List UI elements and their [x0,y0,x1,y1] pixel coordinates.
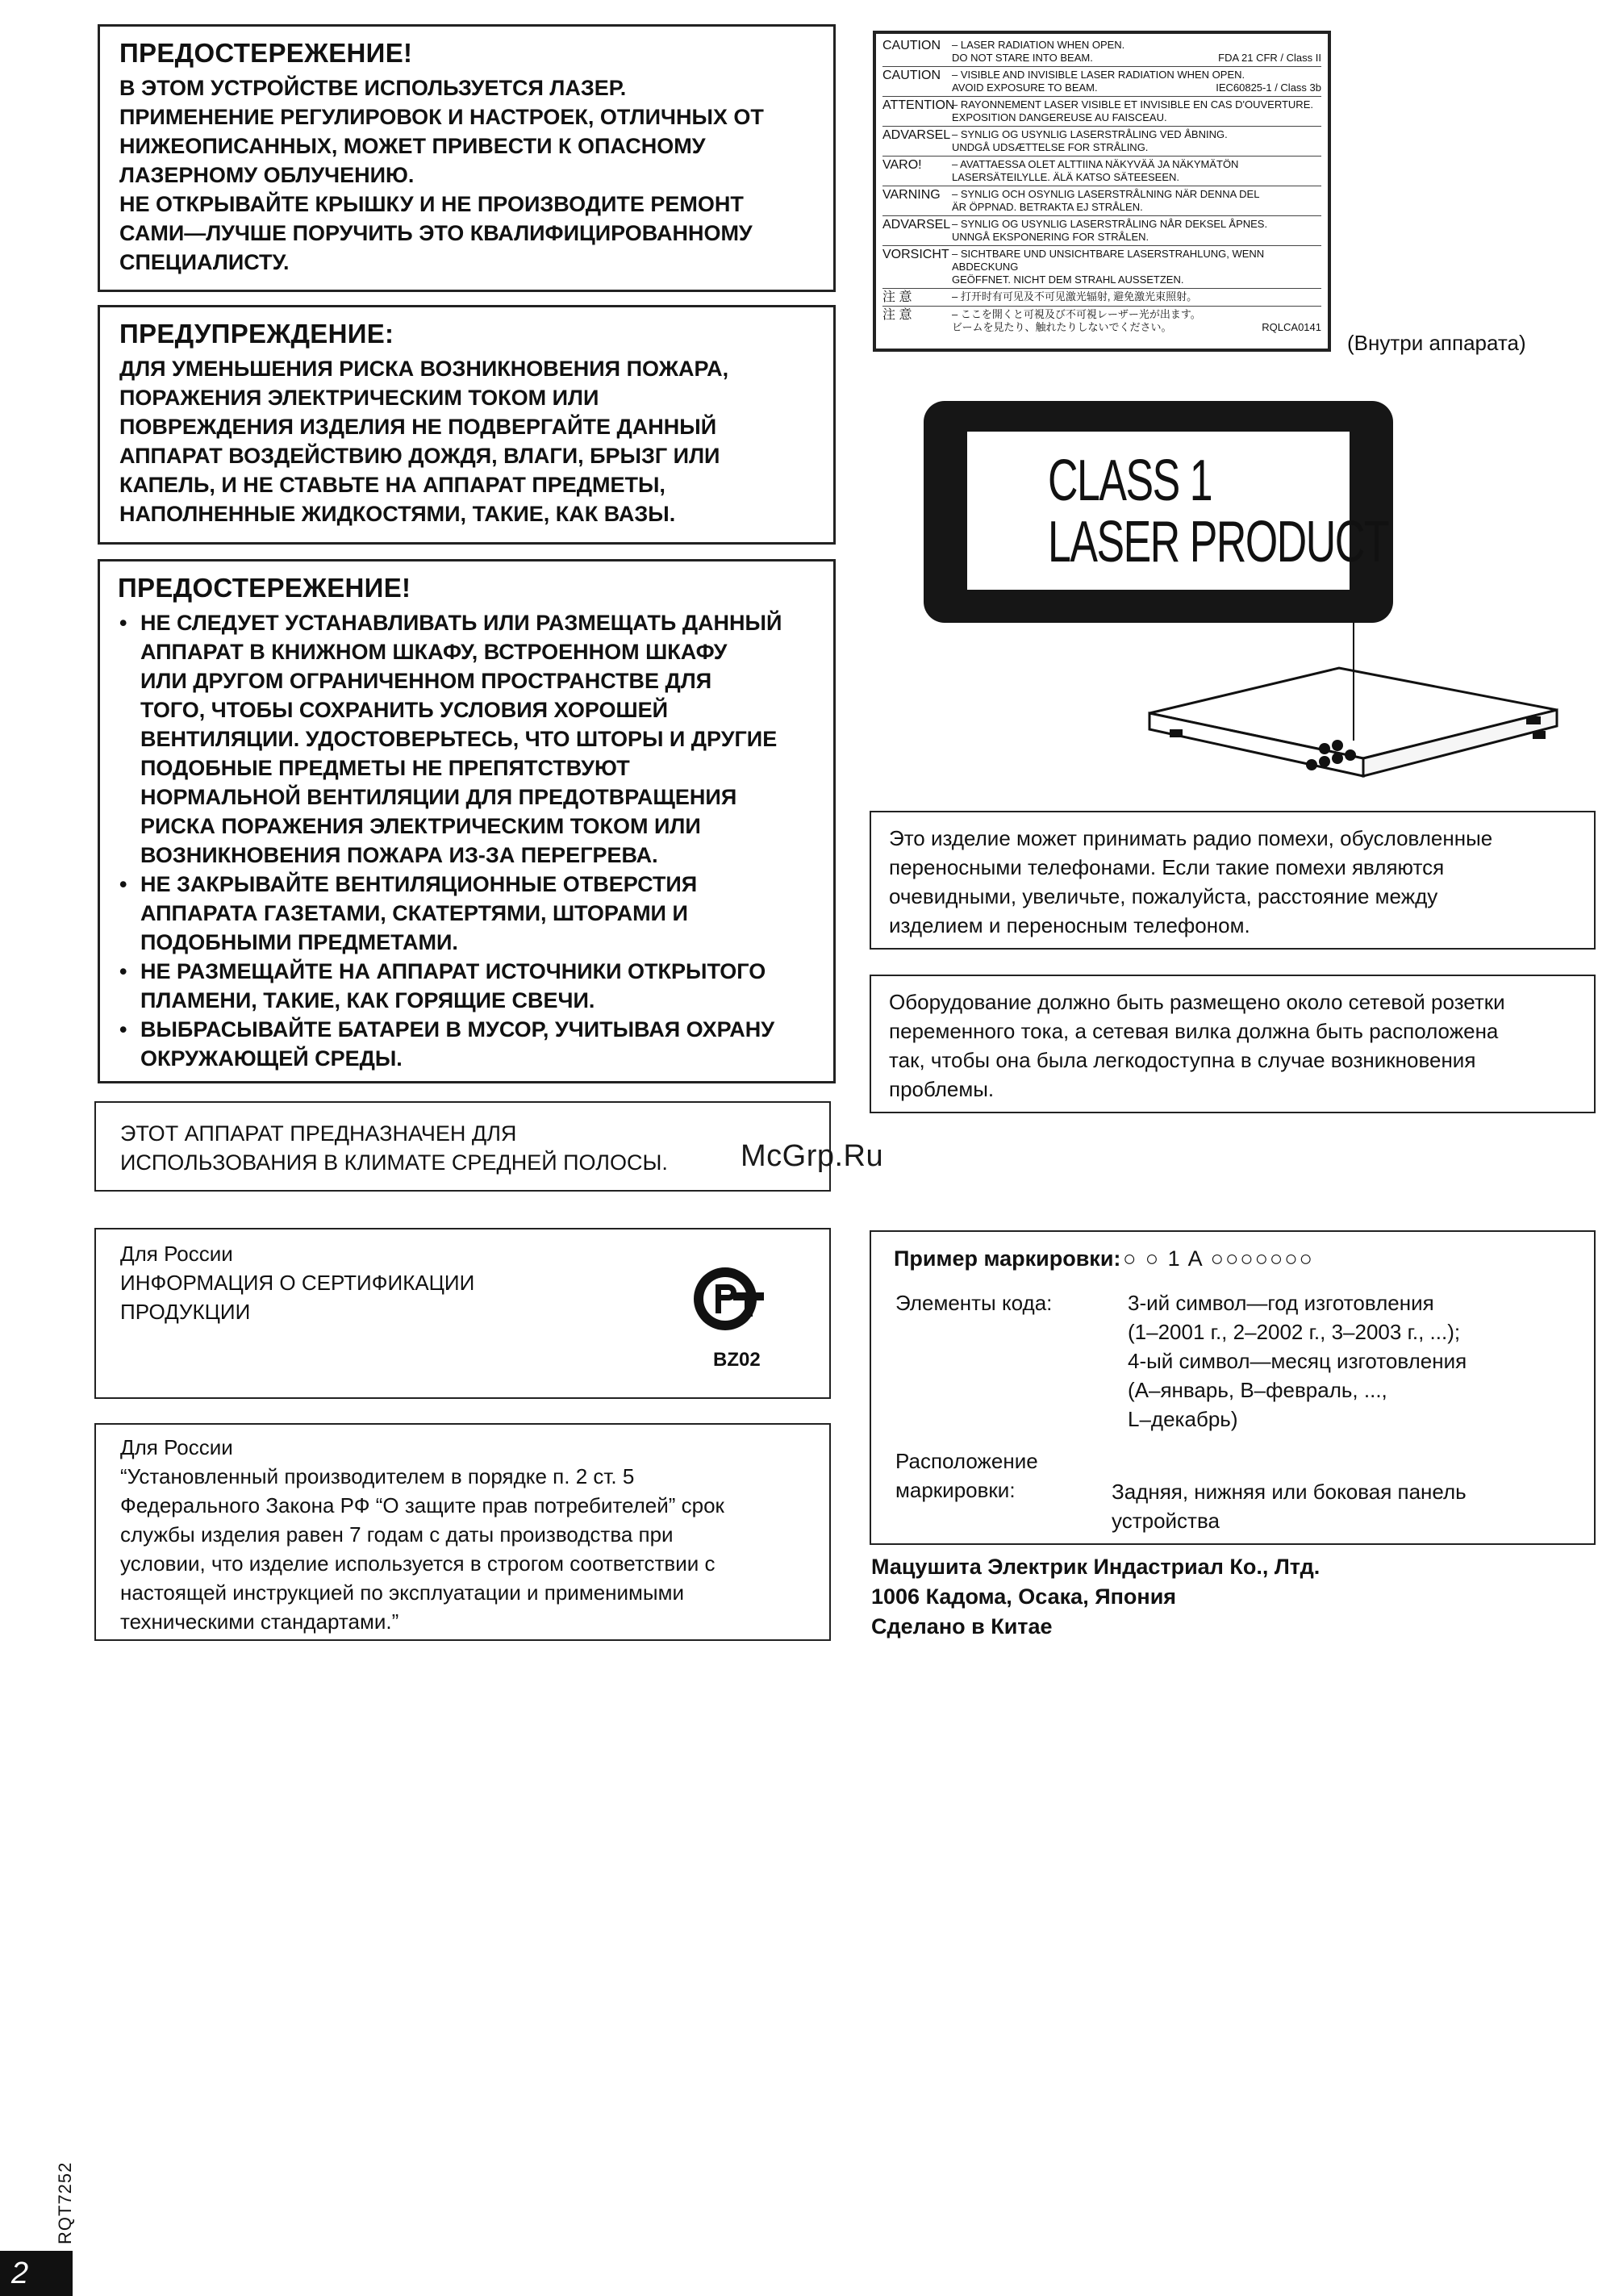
label-row-tag: ATTENTION [882,98,955,112]
caution2-heading: ПРЕДОСТЕРЕЖЕНИЕ! [118,573,411,603]
label-row [882,186,1321,216]
class1-laser-label [924,401,1393,623]
label-row-text [952,248,1321,286]
class1-label-inner [967,432,1388,590]
marking-code-label: Элементы кода: [895,1291,1053,1315]
label-row-tag: CAUTION [882,69,941,82]
marking-location-label: Расположение маркировки: [895,1449,1038,1502]
service-life-title: Для России [120,1435,233,1459]
label-row-body: – SYNLIG OG USYNLIG LASERSTRÅLING VED ÅBNING. UNDGÅ UDSÆTTELSE FOR STRÅLING. [952,128,1228,153]
manufacturer-address: 1006 Кадома, Осака, Япония [871,1584,1177,1609]
label-row-text [952,218,1321,244]
certification-title: Для России [120,1242,233,1266]
warning-heading: ПРЕДУПРЕЖДЕНИЕ: [119,319,394,349]
label-row-text [952,39,1321,65]
document-code: RQT7252 [55,2161,75,2244]
caution2-bullets [118,608,816,1073]
label-row-ref: RQLCA0141 [1262,321,1321,333]
bullet-item: • ВЫБРАСЫВАЙТЕ БАТАРЕИ В МУСОР, УЧИТЫВАЯ ОХРАНУ ОКРУЖАЮЩЕЙ СРЕДЫ. [118,1015,816,1073]
warning-box [98,305,836,545]
caution-box-laser [98,24,836,292]
label-row [882,246,1321,289]
gost-r-logo [691,1263,766,1338]
marking-example-label: Пример маркировки: [894,1246,1121,1271]
warning-text: ДЛЯ УМЕНЬШЕНИЯ РИСКА ВОЗНИКНОВЕНИЯ ПОЖАРА, ПОРАЖЕНИЯ ЭЛЕКТРИЧЕСКИМ ТОКОМ ИЛИ ПОВРЕЖДЕНИЯ ИЗДЕЛИЯ НЕ ПОДВЕРГАЙТЕ ДАННЫЙ АППАРАТ ВОЗДЕЙСТВИЮ ДОЖДЯ, ВЛАГИ, БРЫЗГ ИЛИ КАПЕЛЬ, И НЕ СТАВЬТЕ НА АППАРАТ ПРЕДМЕТЫ, НАПОЛНЕННЫЕ ЖИДКОСТЯМИ, ТАКИЕ, КАК ВАЗЫ. [119,357,729,526]
label-row-text [952,308,1321,334]
label-row-body: – AVATTAESSA OLET ALTTIINA NÄKYVÄÄ JA NÄKYMÄTÖN LASERSÄTEILYLLE. ÄLÄ KATSO SÄTEESEEN. [952,158,1239,183]
marking-example-value: ○ ○ 1 A ○○○○○○○ [1123,1246,1314,1271]
label-row-body: – ここを開くと可視及び不可視レーザー光が出ます。 ビームを見たり、触れたりしないでください。 [952,308,1201,333]
radio-interference-box [870,811,1596,950]
bullet-item: • НЕ РАЗМЕЩАЙТЕ НА АППАРАТ ИСТОЧНИКИ ОТКРЫТОГО ПЛАМЕНИ, ТАКИЕ, КАК ГОРЯЩИЕ СВЕЧИ. [118,957,816,1015]
label-row [882,216,1321,246]
class1-line2: LASER PRODUCT [1048,510,1388,574]
caution-text: В ЭТОМ УСТРОЙСТВЕ ИСПОЛЬЗУЕТСЯ ЛАЗЕР. ПРИМЕНЕНИЕ РЕГУЛИРОВОК И НАСТРОЕК, ОТЛИЧНЫХ ОТ НИЖЕОПИСАННЫХ, МОЖЕТ ПРИВЕСТИ К ОПАСНОМУ ЛАЗЕРНОМУ ОБЛУЧЕНИЮ. НЕ ОТКРЫВАЙТЕ КРЫШКУ И НЕ ПРОИЗВОДИТЕ РЕМОНТ САМИ—ЛУЧШЕ ПОРУЧИТЬ ЭТО КВАЛИФИЦИРОВАННОМУ СПЕЦИАЛИСТУ. [119,76,764,274]
label-row-ref: FDA 21 CFR / Class II [1218,52,1321,64]
climate-note-text: ЭТОТ АППАРАТ ПРЕДНАЗНАЧЕН ДЛЯ ИСПОЛЬЗОВАНИЯ В КЛИМАТЕ СРЕДНЕЙ ПОЛОСЫ. [120,1121,668,1175]
label-caption: (Внутри аппарата) [1347,331,1526,355]
power-socket-text: Оборудование должно быть размещено около сетевой розетки переменного тока, а сетевая вилка должна быть расположена так, чтобы она была легкодоступна в случае возникновения проблемы. [889,990,1505,1101]
label-row-body: – 打开时有可见及不可见激光辐射, 避免激光束照射。 [952,290,1198,303]
class1-line1: CLASS 1 [1048,449,1212,513]
label-row-tag: 注 意 [882,290,912,304]
certification-code: BZ02 [713,1349,761,1371]
certification-text: ИНФОРМАЦИЯ О СЕРТИФИКАЦИИ ПРОДУКЦИИ [120,1271,475,1324]
radio-interference-text: Это изделие может принимать радио помехи, обусловленные переносными телефонами. Если такие помехи являются очевидными, увеличьте, пожалуйста, расстояние между изделием и переносным телефоном. [889,826,1493,937]
label-row-text [952,128,1321,154]
label-row-body: – LASER RADIATION WHEN OPEN. DO NOT STARE INTO BEAM. [952,39,1125,64]
label-row-ref: IEC60825-1 / Class 3b [1216,81,1321,94]
label-row-tag: ADVARSEL [882,218,951,232]
marking-location-text: Задняя, нижняя или боковая панель устройства [1112,1480,1467,1533]
label-row [882,127,1321,157]
label-row-body: – SICHTBARE UND UNSICHTBARE LASERSTRAHLUNG, WENN ABDECKUNG GEÖFFNET. NICHT DEM STRAHL AUSSETZEN. [952,248,1265,286]
label-row-text [952,158,1321,184]
label-row-tag: ADVARSEL [882,128,951,142]
service-life-text: “Установленный производителем в порядке п. 2 ст. 5 Федерального Закона РФ “О защите прав потребителей” срок службы изделия равен 7 годам с даты производства при условии, что изделие используется в строгом соответствии с настоящей инструкцией по эксплуатации и применимыми техническими стандартами.” [120,1464,724,1634]
label-row [882,289,1321,307]
manufacturer-info [871,1552,1320,1642]
caution-heading: ПРЕДОСТЕРЕЖЕНИЕ! [119,38,413,68]
label-row-body: – SYNLIG OCH OSYNLIG LASERSTRÅLNING NÄR DENNA DEL ÄR ÖPPNAD. BETRAKTA EJ STRÅLEN. [952,188,1260,213]
watermark: McGrp.Ru [741,1139,884,1173]
bullet-item: • НЕ ЗАКРЫВАЙТЕ ВЕНТИЛЯЦИОННЫЕ ОТВЕРСТИЯ АППАРАТА ГАЗЕТАМИ, СКАТЕРТЯМИ, ШТОРАМИ И ПОДОБНЫМИ ПРЕДМЕТАМИ. [118,870,816,957]
laser-warning-label [873,31,1331,352]
caution-box-ventilation [98,559,836,1083]
label-row [882,67,1321,97]
climate-note-box [94,1101,831,1192]
label-row-text [952,69,1321,94]
label-row-tag: 注 意 [882,308,912,322]
page-number: 2 [0,2251,73,2296]
label-row [882,157,1321,186]
label-row-tag: CAUTION [882,39,941,52]
label-row [882,307,1321,336]
service-life-box [94,1423,831,1641]
power-socket-box [870,975,1596,1113]
label-row-tag: VARO! [882,158,922,172]
label-row-text [952,98,1321,124]
label-row [882,97,1321,127]
device-illustration [1145,623,1565,799]
label-row-body: – VISIBLE AND INVISIBLE LASER RADIATION WHEN OPEN. AVOID EXPOSURE TO BEAM. [952,69,1245,94]
label-row [882,37,1321,67]
marking-box [870,1230,1596,1545]
label-row-tag: VARNING [882,188,941,202]
manufacturer-origin: Сделано в Китае [871,1614,1053,1639]
label-row-text [952,188,1321,214]
label-row-text [952,290,1321,304]
label-row-body: – RAYONNEMENT LASER VISIBLE ET INVISIBLE EN CAS D'OUVERTURE. EXPOSITION DANGEREUSE AU FAISCEAU. [952,98,1313,123]
certification-box [94,1228,831,1399]
label-row-body: – SYNLIG OG USYNLIG LASERSTRÅLING NÅR DEKSEL ÅPNES. UNNGÅ EKSPONERING FOR STRÅLEN. [952,218,1268,243]
marking-code-text: 3-ий символ—год изготовления (1–2001 г., 2–2002 г., 3–2003 г., ...); 4-ый символ—месяц изготовления (A–январь, B–февраль, ..., L–декабрь) [1128,1291,1467,1431]
bullet-item: • НЕ СЛЕДУЕТ УСТАНАВЛИВАТЬ ИЛИ РАЗМЕЩАТЬ ДАННЫЙ АППАРАТ В КНИЖНОМ ШКАФУ, ВСТРОЕННОМ ШКАФУ ИЛИ ДРУГОМ ОГРАНИЧЕННОМ ПРОСТРАНСТВЕ ДЛЯ ТОГО, ЧТОБЫ СОХРАНИТЬ УСЛОВИЯ ХОРОШЕЙ ВЕНТИЛЯЦИИ. УДОСТОВЕРЬТЕСЬ, ЧТО ШТОРЫ И ДРУГИЕ ПОДОБНЫЕ ПРЕДМЕТЫ НЕ ПРЕПЯТСТВУЮТ НОРМАЛЬНОЙ ВЕНТИЛЯЦИИ ДЛЯ ПРЕДОТВРАЩЕНИЯ РИСКА ПОРАЖЕНИЯ ЭЛЕКТРИЧЕСКИМ ТОКОМ ИЛИ ВОЗНИКНОВЕНИЯ ПОЖАРА ИЗ-ЗА ПЕРЕГРЕВА. [118,608,816,870]
label-row-tag: VORSICHT [882,248,949,261]
manufacturer-name: Мацушита Электрик Индастриал Ко., Лтд. [871,1555,1321,1579]
